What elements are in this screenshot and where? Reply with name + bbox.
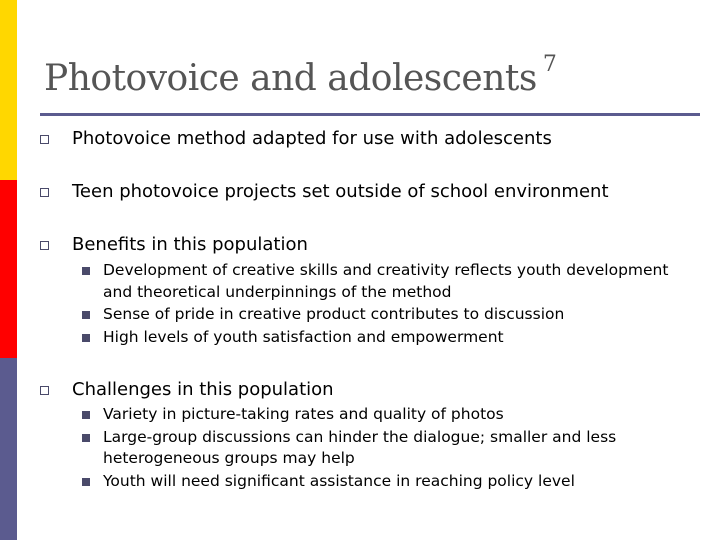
bullet-item-1: Photovoice method adapted for use with adolescents [72,128,552,149]
side-stripe-red [0,180,17,358]
sub-bullet-text: Sense of pride in creative product contributes to discussion [103,305,565,323]
bullet-square-icon [40,135,49,144]
sub-bullet-item [82,471,702,493]
title-footnote-number: 7 [542,52,557,77]
sub-bullet-square-icon [82,311,90,319]
sub-bullet-item [82,427,702,470]
sub-bullet-square-icon [82,334,90,342]
benefits-sublist [82,260,702,348]
sub-bullet-item [82,404,702,426]
sub-bullet-text: Youth will need significant assistance in reaching policy level [103,471,575,490]
bullet-item-3: Benefits in this population [72,234,308,255]
side-stripe-yellow [0,0,17,180]
sub-bullet-square-icon [82,434,90,442]
sub-bullet-text: Large-group discussions can hinder the dialogue; smaller and less heterogeneous groups may help [103,427,617,467]
bullet-square-icon [40,241,49,250]
challenges-sublist [82,404,702,492]
bullet-square-icon [40,188,49,197]
sub-bullet-text: High levels of youth satisfaction and empowerment [103,327,504,346]
sub-bullet-text: Development of creative skills and creativity reflects youth development and theoretical underpinnings of the method [103,261,669,301]
sub-bullet-item [82,327,702,349]
slide-title-text: Photovoice and adolescents [44,58,537,99]
sub-bullet-square-icon [82,478,90,486]
bullet-item-4: Challenges in this population [72,379,334,400]
bullet-item-2: Teen photovoice projects set outside of school environment [72,181,609,202]
sub-bullet-item [82,304,702,326]
bullet-square-icon [40,386,49,395]
title-underline [40,113,700,116]
sub-bullet-square-icon [82,411,90,419]
slide-title [44,52,557,99]
sub-bullet-square-icon [82,267,90,275]
side-stripe-purple [0,358,17,540]
sub-bullet-text: Variety in picture-taking rates and quality of photos [103,405,504,423]
sub-bullet-item [82,260,702,303]
